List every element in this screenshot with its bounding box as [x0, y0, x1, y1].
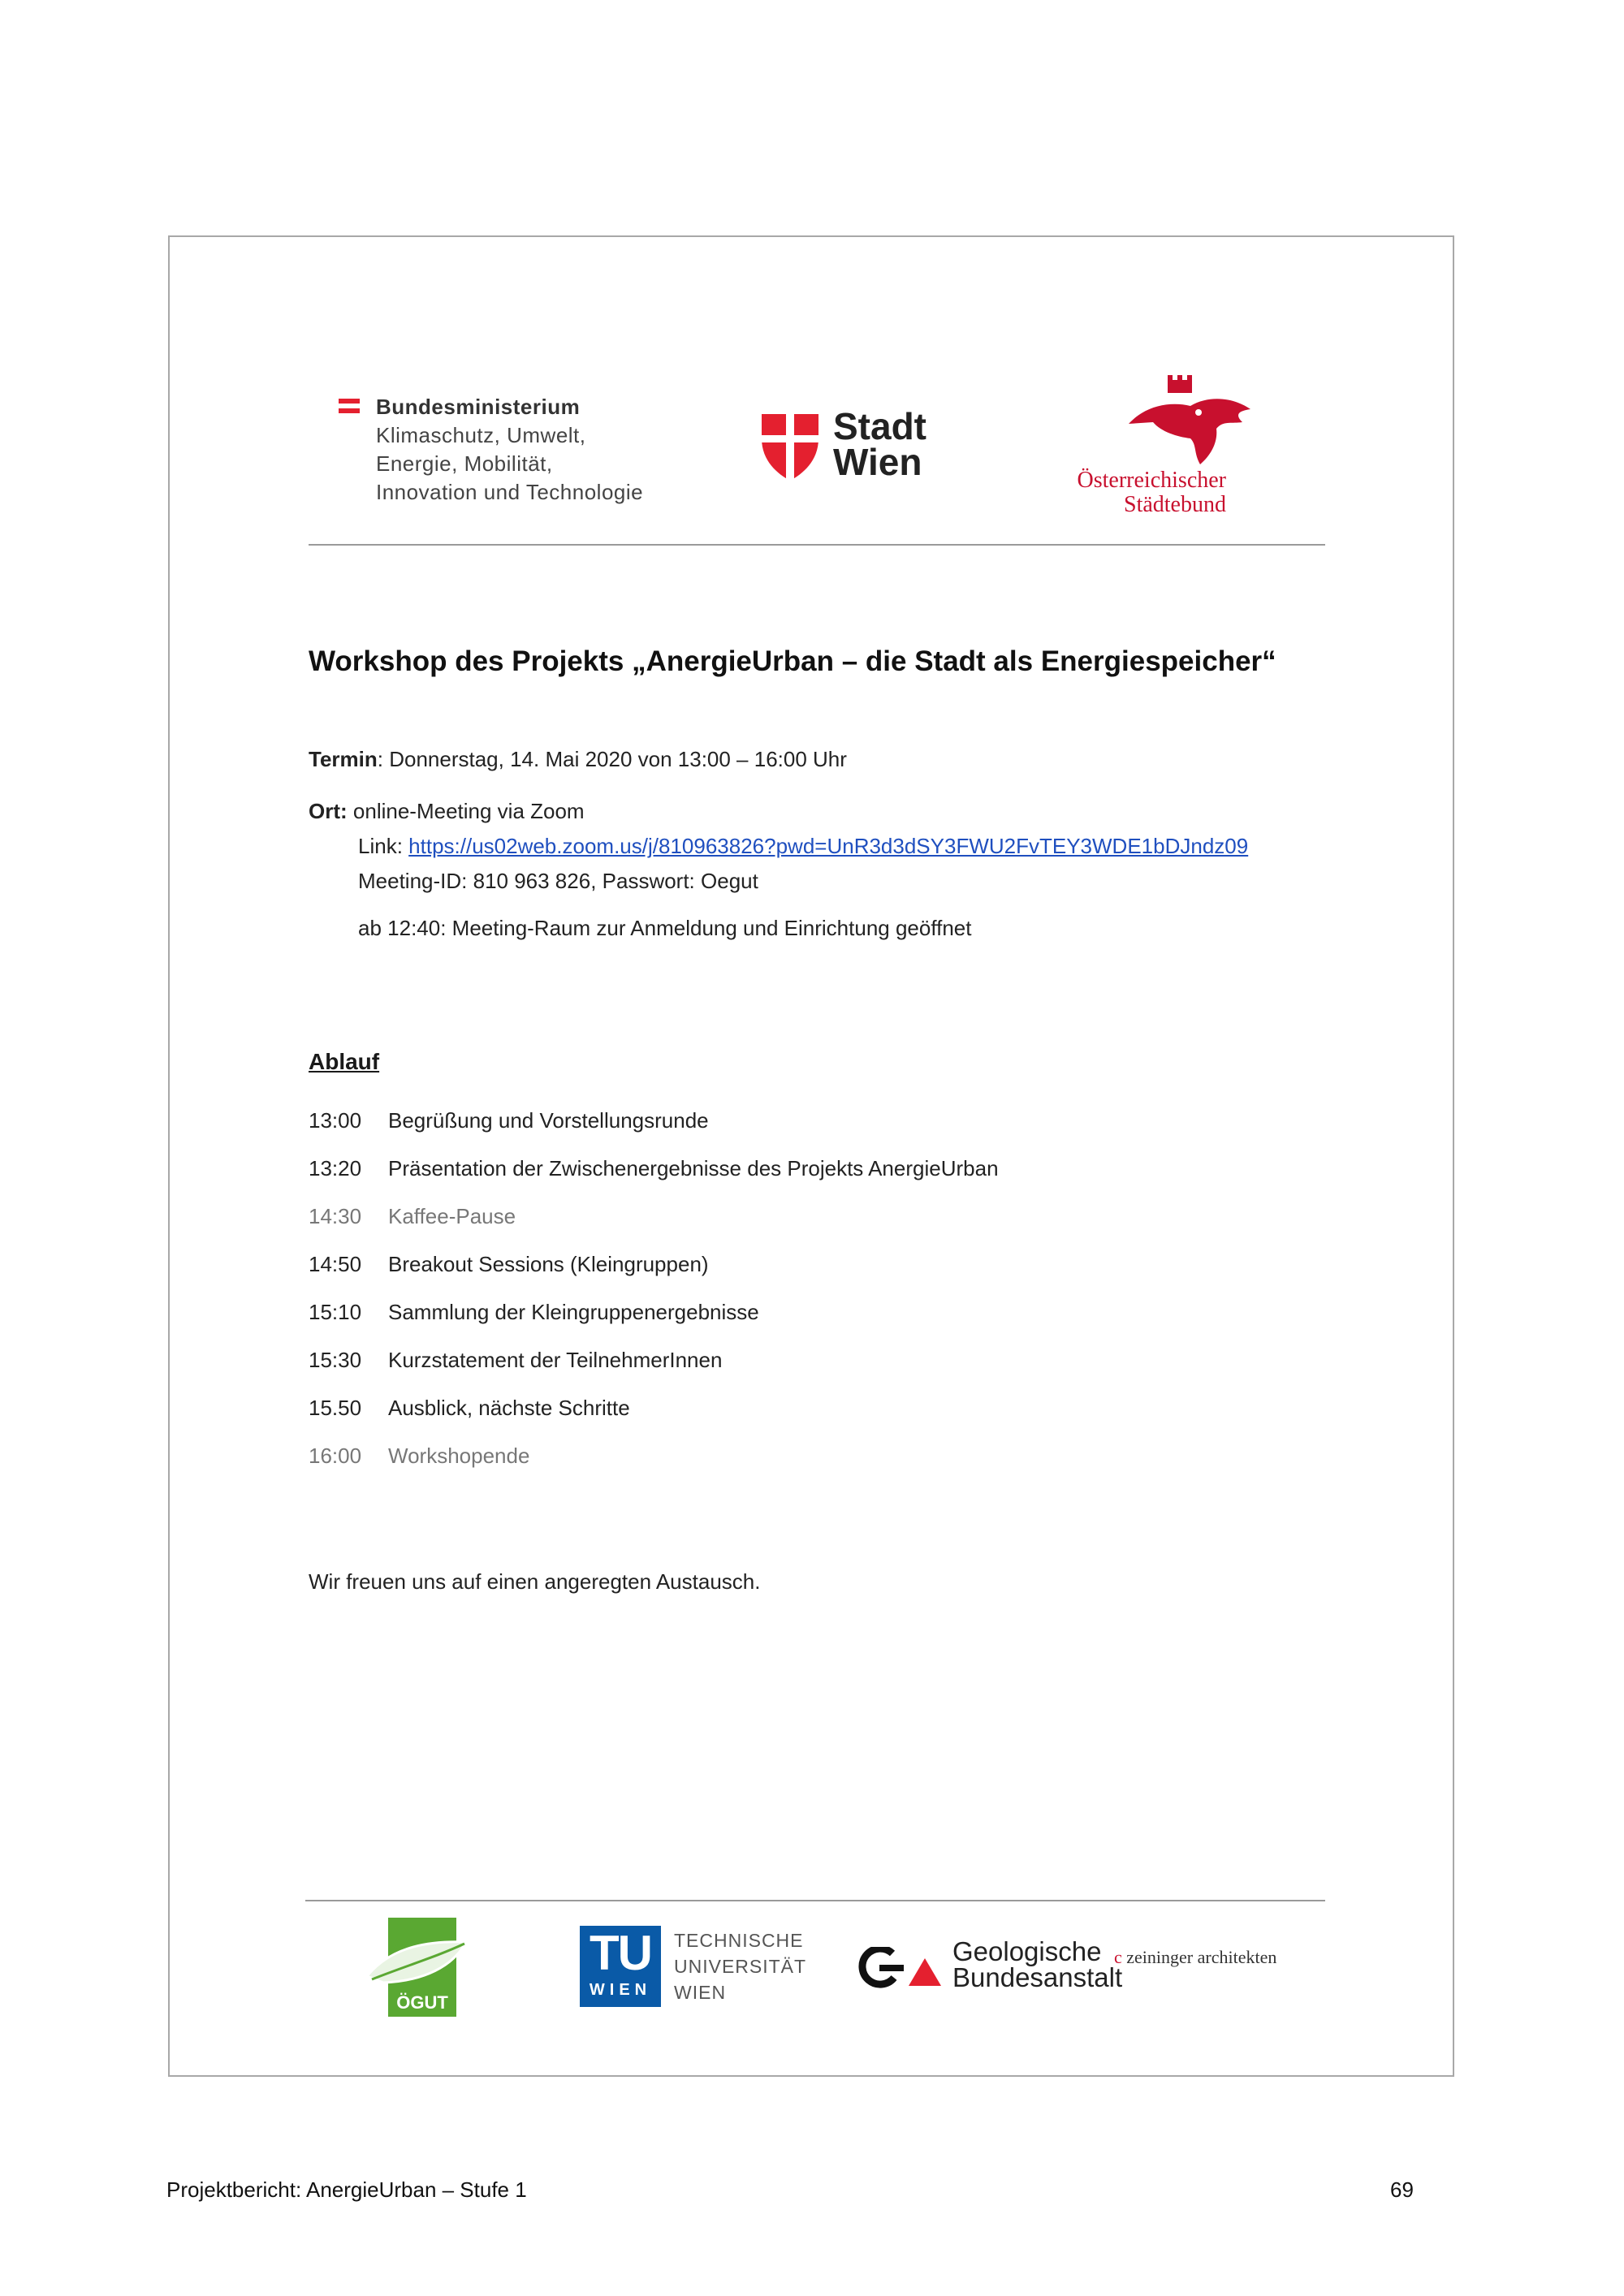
agenda-time: 14:30 [309, 1204, 362, 1228]
agenda-text: Begrüßung und Vorstellungsrunde [388, 1108, 709, 1133]
wien-shield-icon [762, 414, 818, 481]
agenda-time: 15:30 [309, 1348, 362, 1372]
agenda-text: Kaffee-Pause [388, 1204, 516, 1228]
agenda-item [309, 1396, 630, 1421]
agenda-text: Präsentation der Zwischenergebnisse des Projekts AnergieUrban [388, 1156, 999, 1180]
tu-line: TECHNISCHE [674, 1930, 804, 1951]
stadt-wien-logo [833, 405, 926, 483]
ministry-line: Innovation und Technologie [376, 480, 644, 504]
agenda-time: 13:20 [309, 1156, 362, 1180]
agenda-time: 15:10 [309, 1300, 362, 1324]
staedtebund-logo [1056, 468, 1226, 517]
ablauf-heading: Ablauf [309, 1049, 380, 1074]
agenda-text: Ausblick, nächste Schritte [388, 1396, 630, 1420]
agenda-item [309, 1348, 722, 1373]
agenda-item [309, 1252, 709, 1277]
agenda-text: Kurzstatement der TeilnehmerInnen [388, 1348, 723, 1372]
ogut-logo [364, 1918, 469, 2017]
tu-line: WIEN [674, 1982, 727, 2003]
tu-wien-logo [580, 1926, 661, 2007]
wien-line: Stadt [833, 405, 926, 447]
austria-flag-icon [339, 399, 360, 413]
ort-label: Ort: [309, 799, 348, 823]
agenda-item [309, 1156, 999, 1181]
page-footer-title: Projektbericht: AnergieUrban – Stufe 1 [166, 2177, 527, 2202]
zeininger-logo [1114, 1947, 1276, 1968]
ort-value: online-Meeting via Zoom [347, 799, 585, 823]
agenda-time: 14:50 [309, 1252, 362, 1276]
agenda-time: 13:00 [309, 1108, 362, 1133]
agenda-text: Sammlung der Kleingruppenergebnisse [388, 1300, 759, 1324]
staedtebund-eagle-icon [1112, 373, 1259, 469]
tu-mark: TU [590, 1926, 651, 1980]
link-label: Link: [358, 834, 409, 858]
zeininger-mark: c [1114, 1947, 1122, 1967]
ministry-line: Energie, Mobilität, [376, 451, 553, 476]
ogut-label: ÖGUT [396, 1992, 448, 2013]
agenda-text: Breakout Sessions (Kleingruppen) [388, 1252, 709, 1276]
agenda-item [309, 1204, 516, 1229]
termin-label: Termin [309, 747, 378, 771]
link-line [358, 834, 1248, 859]
agenda-item [309, 1300, 759, 1325]
footer-divider [305, 1900, 1325, 1901]
ministry-logo [376, 393, 643, 507]
tu-wien-text [674, 1927, 806, 2005]
zeininger-text: zeininger architekten [1126, 1947, 1277, 1967]
agenda-item [309, 1444, 529, 1469]
staedtebund-line: Österreichischer [1077, 468, 1226, 493]
page-title: Workshop des Projekts „AnergieUrban – die Stadt als Energiespeicher“ [309, 645, 1276, 677]
termin-line [309, 747, 847, 772]
agenda-time: 15.50 [309, 1396, 362, 1420]
meeting-id: Meeting-ID: 810 963 826, Passwort: Oegut [358, 869, 758, 893]
termin-value: : Donnerstag, 14. Mai 2020 von 13:00 – 16:00 Uhr [377, 747, 847, 771]
page-number: 69 [1390, 2177, 1414, 2202]
geologische-bundesanstalt-mark-icon [857, 1947, 944, 1989]
ministry-line: Klimaschutz, Umwelt, [376, 423, 586, 447]
wien-line: Wien [833, 441, 922, 483]
geologische-bundesanstalt-logo [952, 1936, 1123, 1992]
tu-line: UNIVERSITÄT [674, 1956, 807, 1977]
tu-wien-mark: WIEN [589, 1981, 652, 1999]
zoom-link[interactable]: https://us02web.zoom.us/j/810963826?pwd=UnR3d3dSY3FWU2FvTEY3WDE1bDJndz09 [408, 834, 1249, 858]
closing-text: Wir freuen uns auf einen angeregten Austausch. [309, 1569, 761, 1594]
room-open-note: ab 12:40: Meeting-Raum zur Anmeldung und Einrichtung geöffnet [358, 916, 972, 940]
staedtebund-line: Städtebund [1124, 492, 1226, 517]
ort-line [309, 799, 585, 824]
header-divider [309, 544, 1325, 546]
agenda-text: Workshopende [388, 1444, 530, 1468]
agenda-item [309, 1108, 709, 1133]
ministry-line: Bundesministerium [376, 395, 581, 419]
geo-line: Geologische [952, 1936, 1102, 1966]
geo-line: Bundesanstalt [952, 1962, 1123, 1992]
agenda-time: 16:00 [309, 1444, 362, 1468]
